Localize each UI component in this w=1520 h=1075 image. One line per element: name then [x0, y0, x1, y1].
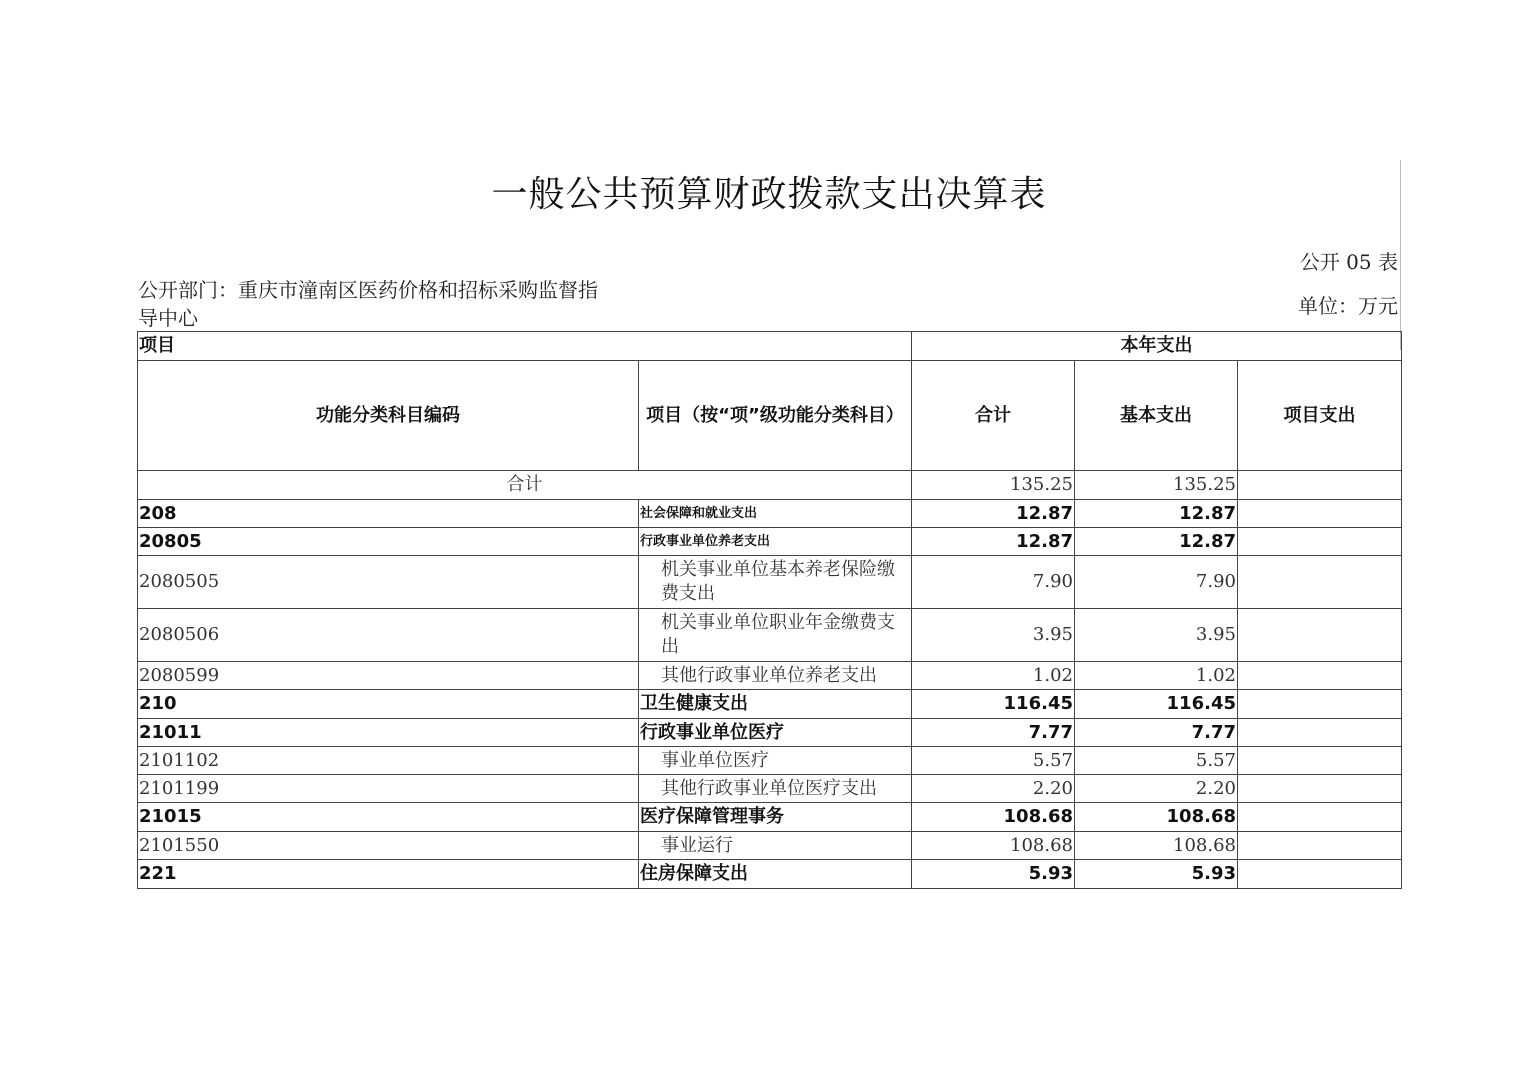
- table-row: [138, 860, 1402, 889]
- row-basic: 1.02: [1075, 662, 1238, 690]
- row-total: 108.68: [912, 803, 1075, 832]
- row-name: 机关事业单位职业年金缴费支出: [639, 609, 912, 662]
- row-total: 5.93: [912, 860, 1075, 889]
- table-row: [138, 747, 1402, 775]
- total-basic: 135.25: [1075, 471, 1238, 500]
- table-row: [138, 662, 1402, 690]
- row-project: [1238, 528, 1402, 556]
- row-basic: 7.77: [1075, 719, 1238, 747]
- row-project: [1238, 775, 1402, 803]
- unit-label: 单位：万元: [1298, 294, 1398, 318]
- table-row: [138, 528, 1402, 556]
- row-project: [1238, 556, 1402, 609]
- row-basic: 108.68: [1075, 803, 1238, 832]
- row-project: [1238, 662, 1402, 690]
- row-total: 108.68: [912, 832, 1075, 860]
- table-row: [138, 556, 1402, 609]
- row-basic: 2.20: [1075, 775, 1238, 803]
- row-project: [1238, 747, 1402, 775]
- row-project: [1238, 500, 1402, 528]
- row-code: 2080599: [138, 662, 639, 690]
- row-total: 7.77: [912, 719, 1075, 747]
- header-item-name: 项目（按“项”级功能分类科目）: [639, 361, 912, 471]
- table-row: [138, 775, 1402, 803]
- department-label: 公开部门：重庆市潼南区医药价格和招标采购监督指导中心: [138, 278, 598, 330]
- row-basic: 12.87: [1075, 528, 1238, 556]
- budget-table: [137, 331, 1402, 889]
- header-basic-expense: 基本支出: [1075, 361, 1238, 471]
- row-total: 2.20: [912, 775, 1075, 803]
- document-title: 一般公共预算财政拨款支出决算表: [491, 174, 1047, 215]
- row-total: 7.90: [912, 556, 1075, 609]
- row-code: 2101102: [138, 747, 639, 775]
- row-name: 事业运行: [639, 832, 912, 860]
- table-row: [138, 500, 1402, 528]
- row-code: 221: [138, 860, 639, 889]
- table-row: [138, 803, 1402, 832]
- header-current-year-expense: 本年支出: [912, 332, 1402, 361]
- row-code: 2080505: [138, 556, 639, 609]
- row-total: 5.57: [912, 747, 1075, 775]
- row-basic: 116.45: [1075, 690, 1238, 719]
- row-total: 3.95: [912, 609, 1075, 662]
- total-project: [1238, 471, 1402, 500]
- row-project: [1238, 803, 1402, 832]
- row-name: 卫生健康支出: [639, 690, 912, 719]
- row-project: [1238, 609, 1402, 662]
- header-row-top: [138, 332, 1402, 361]
- row-project: [1238, 690, 1402, 719]
- row-total: 12.87: [912, 500, 1075, 528]
- row-total: 1.02: [912, 662, 1075, 690]
- row-name: 行政事业单位医疗: [639, 719, 912, 747]
- row-basic: 12.87: [1075, 500, 1238, 528]
- header-row-main: [138, 361, 1402, 471]
- header-project: 项目: [138, 332, 912, 361]
- row-name: 医疗保障管理事务: [639, 803, 912, 832]
- row-code: 2101550: [138, 832, 639, 860]
- row-code: 20805: [138, 528, 639, 556]
- row-name: 行政事业单位养老支出: [639, 528, 912, 556]
- row-name: 住房保障支出: [639, 860, 912, 889]
- row-total: 116.45: [912, 690, 1075, 719]
- header-project-expense: 项目支出: [1238, 361, 1402, 471]
- row-name: 社会保障和就业支出: [639, 500, 912, 528]
- row-name: 其他行政事业单位养老支出: [639, 662, 912, 690]
- row-project: [1238, 719, 1402, 747]
- total-row: [138, 471, 1402, 500]
- row-code: 2101199: [138, 775, 639, 803]
- row-basic: 7.90: [1075, 556, 1238, 609]
- table-row: [138, 609, 1402, 662]
- row-basic: 108.68: [1075, 832, 1238, 860]
- total-label: 合计: [138, 471, 912, 500]
- row-project: [1238, 832, 1402, 860]
- row-code: 2080506: [138, 609, 639, 662]
- table-row: [138, 690, 1402, 719]
- row-code: 208: [138, 500, 639, 528]
- total-total: 135.25: [912, 471, 1075, 500]
- table-row: [138, 719, 1402, 747]
- row-total: 12.87: [912, 528, 1075, 556]
- table-row: [138, 832, 1402, 860]
- row-project: [1238, 860, 1402, 889]
- row-name: 事业单位医疗: [639, 747, 912, 775]
- form-number: 公开 05 表: [1299, 250, 1398, 274]
- row-basic: 5.93: [1075, 860, 1238, 889]
- row-code: 21011: [138, 719, 639, 747]
- row-name: 其他行政事业单位医疗支出: [639, 775, 912, 803]
- row-basic: 5.57: [1075, 747, 1238, 775]
- row-code: 21015: [138, 803, 639, 832]
- row-code: 210: [138, 690, 639, 719]
- row-basic: 3.95: [1075, 609, 1238, 662]
- header-function-code: 功能分类科目编码: [138, 361, 639, 471]
- row-name: 机关事业单位基本养老保险缴费支出: [639, 556, 912, 609]
- header-total: 合计: [912, 361, 1075, 471]
